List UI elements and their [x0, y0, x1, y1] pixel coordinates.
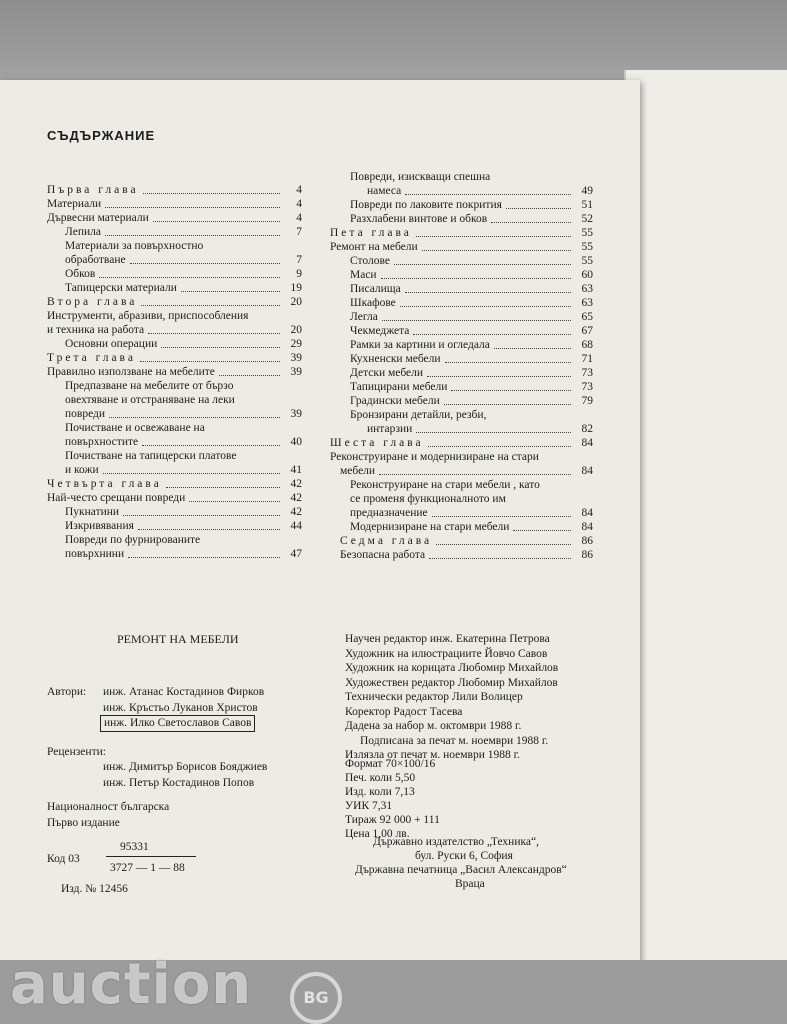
toc-entry: Реконструиране и модернизиране на стари: [330, 451, 539, 463]
toc-leader: [142, 445, 280, 446]
publisher-line-3: Държавна печатница „Васил Александров“: [355, 864, 567, 876]
toc-leader: [400, 306, 571, 307]
toc-entry: Повреди, изискващи спешна: [350, 171, 491, 183]
toc-leader: [130, 263, 280, 264]
toc-page-number: 7: [296, 254, 302, 266]
toc-leader: [219, 375, 280, 376]
toc-leader: [148, 333, 280, 334]
colophon-line: Научен редактор инж. Екатерина Петрова: [345, 633, 550, 645]
toc-entry: Ремонт на мебели: [330, 241, 418, 253]
toc-leader: [444, 404, 571, 405]
toc-entry: повреди: [65, 408, 106, 420]
toc-leader: [494, 348, 571, 349]
toc-page-number: 51: [581, 199, 593, 211]
toc-entry: Почистване и освежаване на: [65, 422, 205, 434]
toc-entry: Писалища: [350, 283, 401, 295]
toc-page-number: 20: [290, 296, 302, 308]
toc-page-number: 82: [581, 423, 593, 435]
toc-page-number: 4: [296, 212, 302, 224]
toc-leader: [166, 487, 280, 488]
toc-page-number: 44: [290, 520, 302, 532]
watermark-logo: auction: [10, 952, 253, 1017]
toc-entry: Четвърта глава: [47, 478, 162, 490]
toc-leader: [428, 446, 571, 447]
toc-page-number: 42: [290, 492, 302, 504]
nationality: Националност българска: [47, 801, 170, 813]
toc-page-number: 63: [581, 283, 593, 295]
toc-page-number: 19: [290, 282, 302, 294]
toc-page-number: 42: [290, 478, 302, 490]
toc-leader: [491, 222, 571, 223]
toc-page-number: 49: [581, 185, 593, 197]
colophon-line: Подписана за печат м. ноември 1988 г.: [360, 734, 549, 747]
toc-title: СЪДЪРЖАНИЕ: [47, 128, 156, 143]
toc-page-number: 86: [581, 535, 593, 547]
toc-page-number: 86: [581, 549, 593, 561]
publication-number: Изд. № 12456: [61, 883, 128, 895]
colophon-line: Коректор Радост Тасева: [345, 705, 463, 718]
toc-entry: повърхнини: [65, 548, 125, 560]
toc-entry: Основни операции: [65, 338, 158, 350]
toc-page-number: 84: [581, 521, 593, 533]
toc-entry: Материали: [47, 198, 102, 210]
toc-leader: [436, 544, 571, 545]
toc-leader: [141, 305, 280, 306]
toc-entry: Почистване на тапицерски платове: [65, 450, 237, 462]
toc-page-number: 42: [290, 506, 302, 518]
toc-leader: [379, 474, 571, 475]
colophon-line: Излязла от печат м. ноември 1988 г.: [345, 749, 520, 761]
toc-leader: [445, 362, 571, 363]
toc-entry: Безопасна работа: [340, 549, 426, 561]
toc-page-number: 67: [581, 325, 593, 337]
toc-page-number: 71: [581, 353, 593, 365]
toc-entry: Тапицерски материали: [65, 282, 177, 294]
toc-page-number: 4: [296, 184, 302, 196]
toc-entry: Модернизиране на стари мебели: [350, 521, 510, 533]
toc-entry: овехтяване и отстраняване на леки: [65, 394, 235, 406]
toc-leader: [105, 235, 280, 236]
toc-leader: [99, 277, 280, 278]
toc-entry: Кухненски мебели: [350, 353, 441, 365]
toc-leader: [189, 501, 280, 502]
colophon-line: Художник на корицата Любомир Михайлов: [345, 662, 559, 674]
toc-page-number: 4: [296, 198, 302, 210]
reviewer-2: инж. Петър Костадинов Попов: [103, 777, 255, 789]
toc-entry: Пета глава: [330, 227, 412, 239]
toc-leader: [513, 530, 571, 531]
toc-leader: [416, 432, 571, 433]
toc-leader: [105, 207, 280, 208]
toc-page-number: 41: [290, 464, 302, 476]
toc-entry: Първа глава: [47, 184, 139, 196]
toc-entry: се променя функционалното им: [350, 493, 506, 505]
toc-entry: Инструменти, абразиви, приспособления: [47, 310, 249, 322]
toc-entry: Легла: [350, 311, 378, 323]
toc-page-number: 60: [581, 269, 593, 281]
toc-page-number: 9: [296, 268, 302, 280]
publisher-line-4: Враца: [455, 878, 485, 890]
print-spec-line: Цена 1,00 лв.: [345, 828, 410, 840]
toc-entry: Маси: [350, 269, 377, 281]
toc-leader: [103, 473, 280, 474]
toc-entry: и техника на работа: [47, 324, 145, 336]
edition: Първо издание: [47, 817, 120, 829]
toc-leader: [128, 557, 280, 558]
reviewer-1: инж. Димитър Борисов Бояджиев: [103, 761, 268, 773]
toc-entry: обработване: [65, 254, 126, 266]
toc-entry: Най-често срещани повреди: [47, 492, 186, 504]
toc-leader: [123, 515, 280, 516]
toc-entry: Детски мебели: [350, 367, 424, 379]
toc-page-number: 55: [581, 227, 593, 239]
author-2: инж. Кръстьо Луканов Христов: [103, 702, 258, 714]
toc-leader: [143, 193, 280, 194]
print-spec-line: Формат 70×100/16: [345, 758, 436, 770]
toc-page-number: 79: [581, 395, 593, 407]
author-3: инж. Илко Светославов Савов: [100, 715, 255, 732]
toc-entry: Бронзирани детайли, резби,: [350, 409, 487, 421]
book-title: РЕМОНТ НА МЕБЕЛИ: [117, 632, 239, 646]
toc-page-number: 63: [581, 297, 593, 309]
code-bottom: 3727 — 1 — 88: [110, 862, 185, 874]
toc-entry: Изкривявания: [65, 520, 134, 532]
toc-page-number: 47: [290, 548, 302, 560]
toc-page-number: 84: [581, 437, 593, 449]
colophon-line: Дадена за набор м. октомври 1988 г.: [345, 720, 522, 732]
toc-leader: [161, 347, 280, 348]
watermark-badge: BG: [290, 972, 342, 1024]
toc-page-number: 7: [296, 226, 302, 238]
toc-entry: Предпазване на мебелите от бързо: [65, 380, 234, 392]
toc-page-number: 40: [290, 436, 302, 448]
toc-leader: [109, 417, 280, 418]
toc-page-number: 20: [290, 324, 302, 336]
toc-entry: и кожи: [65, 464, 99, 476]
toc-page-number: 55: [581, 255, 593, 267]
toc-entry: Шеста глава: [330, 437, 424, 449]
toc-page-number: 73: [581, 381, 593, 393]
toc-entry: Обков: [65, 268, 96, 280]
toc-entry: Градински мебели: [350, 395, 440, 407]
toc-entry: Разхлабени винтове и обков: [350, 213, 488, 225]
toc-page-number: 68: [581, 339, 593, 351]
colophon-line: Художествен редактор Любомир Михайлов: [345, 676, 558, 689]
toc-leader: [405, 292, 571, 293]
toc-entry: Материали за повърхностно: [65, 240, 204, 252]
print-spec-line: Печ. коли 5,50: [345, 772, 416, 784]
code-top: 95331: [120, 841, 149, 853]
print-spec-line: Изд. коли 7,13: [345, 786, 415, 798]
toc-leader: [138, 529, 280, 530]
print-spec-line: УИК 7,31: [345, 800, 393, 812]
toc-entry: Повреди по фурнированите: [65, 534, 201, 546]
toc-leader: [140, 361, 280, 362]
toc-leader: [153, 221, 280, 222]
toc-leader: [422, 250, 571, 251]
toc-entry: Чекмеджета: [350, 325, 410, 337]
code-label: Код 03: [47, 853, 80, 865]
toc-entry: Правилно използване на мебелите: [47, 366, 215, 378]
publisher-line-2: бул. Руски 6, София: [415, 850, 513, 862]
toc-leader: [394, 264, 571, 265]
adjacent-page: [624, 70, 787, 965]
toc-leader: [432, 516, 571, 517]
toc-leader: [382, 320, 571, 321]
toc-entry: Столове: [350, 255, 390, 267]
print-spec-line: Тираж 92 000 + 111: [345, 814, 440, 826]
toc-entry: Втора глава: [47, 296, 138, 308]
toc-entry: Тапицирани мебели: [350, 381, 448, 393]
author-1: инж. Атанас Костадинов Фирков: [103, 686, 265, 698]
toc-page-number: 73: [581, 367, 593, 379]
toc-entry: мебели: [340, 465, 376, 477]
toc-entry: Повреди по лаковите покрития: [350, 199, 502, 211]
colophon-line: Технически редактор Лили Волицер: [345, 691, 523, 703]
toc-entry: повърхностите: [65, 436, 139, 448]
toc-entry: Шкафове: [350, 297, 396, 309]
toc-entry: интарзии: [367, 423, 413, 435]
toc-entry: Пукнатини: [65, 506, 120, 518]
authors-label: Автори:: [47, 686, 87, 698]
toc-leader: [405, 194, 571, 195]
colophon-line: Художник на илюстрациите Йовчо Савов: [345, 647, 548, 660]
toc-page-number: 65: [581, 311, 593, 323]
toc-entry: Седма глава: [340, 535, 433, 547]
toc-page-number: 55: [581, 241, 593, 253]
toc-entry: Рамки за картини и огледала: [350, 339, 490, 351]
toc-leader: [181, 291, 280, 292]
toc-leader: [416, 236, 571, 237]
toc-leader: [451, 390, 571, 391]
publisher-line-1: Държавно издателство „Техника“,: [373, 836, 539, 848]
toc-page-number: 84: [581, 507, 593, 519]
toc-page-number: 39: [290, 352, 302, 364]
toc-leader: [429, 558, 571, 559]
toc-leader: [506, 208, 571, 209]
toc-entry: Трета глава: [47, 352, 136, 364]
toc-entry: намеса: [367, 185, 402, 197]
toc-entry: Реконструиране на стари мебели , като: [350, 479, 540, 491]
toc-leader: [381, 278, 571, 279]
toc-entry: Дървесни материали: [47, 212, 149, 224]
toc-entry: предназначение: [350, 507, 428, 519]
code-rule: [106, 856, 196, 857]
toc-page-number: 39: [290, 408, 302, 420]
toc-page-number: 39: [290, 366, 302, 378]
toc-entry: Лепила: [65, 226, 101, 238]
toc-page-number: 52: [581, 213, 593, 225]
reviewers-label: Рецензенти:: [47, 746, 106, 758]
toc-leader: [413, 334, 571, 335]
toc-page-number: 29: [290, 338, 302, 350]
toc-leader: [427, 376, 571, 377]
toc-page-number: 84: [581, 465, 593, 477]
